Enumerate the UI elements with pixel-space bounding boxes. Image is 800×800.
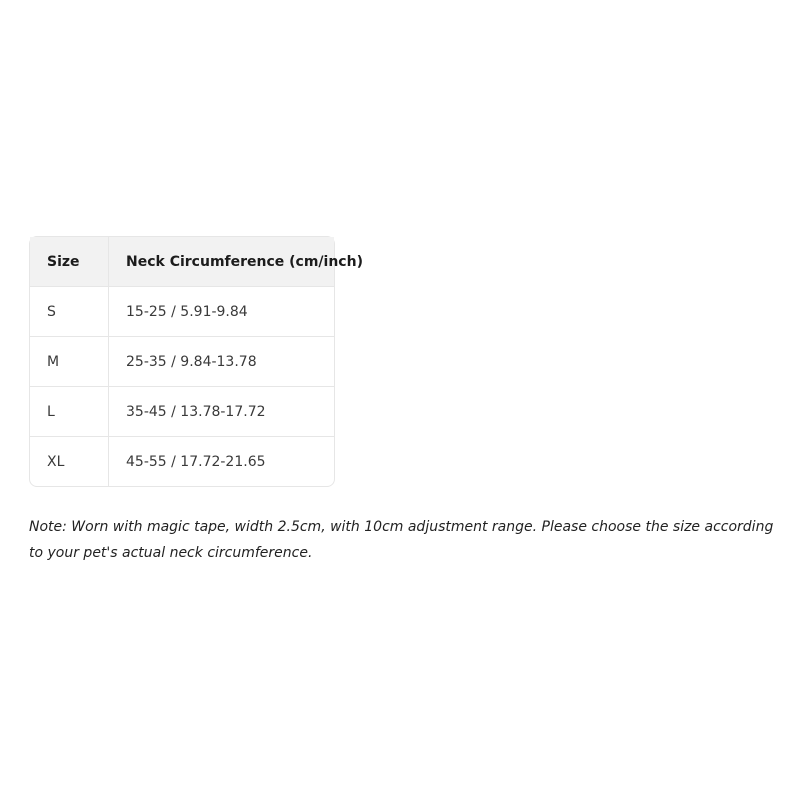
neck-cell: 15-25 / 5.91-9.84 xyxy=(109,287,335,337)
table-header-row xyxy=(30,237,334,287)
size-cell: XL xyxy=(30,437,109,487)
header-size: Size xyxy=(30,237,109,287)
size-cell: L xyxy=(30,387,109,437)
size-cell: M xyxy=(30,337,109,387)
size-chart-table xyxy=(29,236,363,487)
size-cell: S xyxy=(30,287,109,337)
neck-cell: 45-55 / 17.72-21.65 xyxy=(109,437,335,487)
header-neck-circumference: Neck Circumference (cm/inch) xyxy=(126,253,363,270)
neck-cell: 25-35 / 9.84-13.78 xyxy=(109,337,335,387)
table-row xyxy=(30,337,334,387)
table-row xyxy=(30,437,334,487)
table-row xyxy=(30,387,334,437)
size-table xyxy=(30,237,363,486)
neck-cell: 35-45 / 13.78-17.72 xyxy=(109,387,335,437)
table-row xyxy=(30,287,334,337)
sizing-note: Note: Worn with magic tape, width 2.5cm, with 10cm adjustment range. Please choose the size according to your pet's actual neck circumference. xyxy=(29,519,774,561)
